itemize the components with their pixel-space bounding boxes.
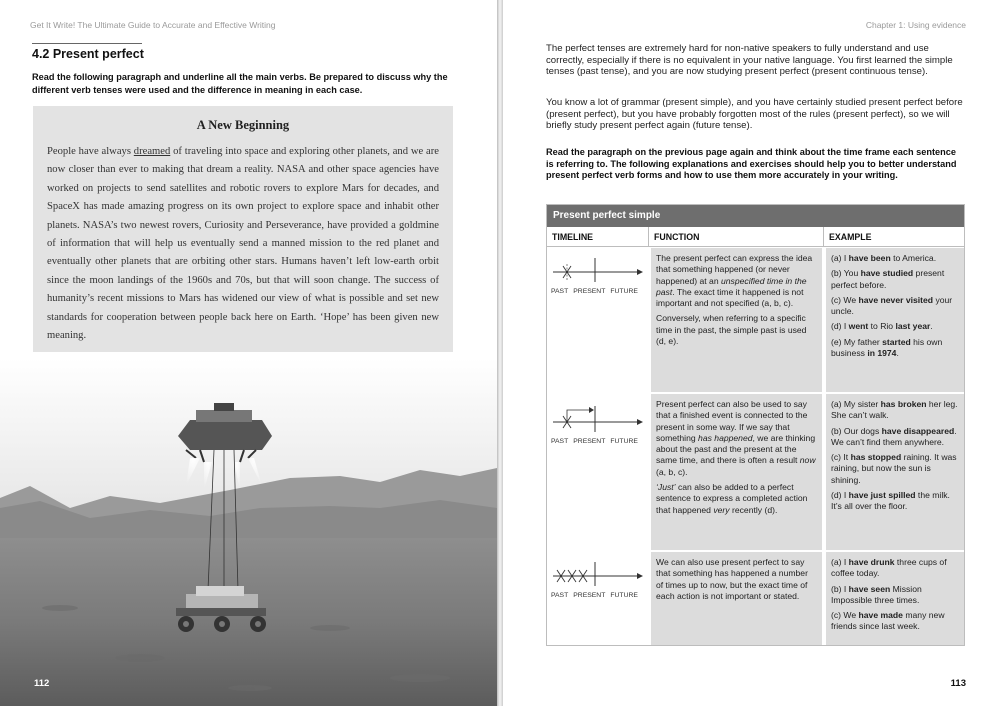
timeline-labels [551,590,643,601]
present-perfect-table [546,204,965,646]
underlined-verb: dreamed [133,146,171,157]
header-timeline: TIMELINE [547,227,649,247]
example-cell: (a) My sister has broken her leg. She can’t walk. (b) Our dogs have disappeared. We can’t find them anywhere. (c) It has stopped raining. It was raining, but now the sun is shining. (d) I have just spilled the milk. It’s all over the floor. [826,394,964,550]
intro-paragraph-1: The perfect tenses are extremely hard for non-native speakers to fully understand and use correctly, especially if there is no equivalent in your native language. You first learned the simple tenses (past tense), and you are now studying present perfect (present continuous tense). [546,43,953,78]
label-future: FUTURE [610,288,638,295]
story-title: A New Beginning [196,118,290,132]
exercise-instruction: Read the following paragraph and underline all the main verbs. Be prepared to discuss why the different verb tenses were used and the difference in meaning in each case. [32,72,448,95]
function-cell: Present perfect can also be used to say that a finished event is connected to the present in some way. If we say that something has happened, we are thinking about the past and the present at the same time, and there is often a result now (a, b, c). ‘Just’ can also be added to a perfect sentence to express a completed action that happened very recently (d). [651,394,822,550]
story-text-start: People have always [47,146,134,157]
story-box [33,106,453,352]
intro-paragraph-2: You know a lot of grammar (present simple), and you have certainly studied present perfect before (present perfect), but you have probably forgotten most of the rules (present perfect), so we will briefly study present perfect again (future tense). [546,97,963,132]
left-page [0,0,497,706]
table-row [547,394,964,550]
label-past: PAST [551,288,569,295]
label-present: PRESENT [573,288,606,295]
timeline-cell [547,552,649,645]
example-cell: (a) I have been to America. (b) You have studied present perfect before. (c) We have never visited your uncle. (d) I went to Rio last year. (e) My father started his own business in 1974. [826,248,964,392]
timeline-diagram [551,562,647,588]
label-future: FUTURE [610,592,638,599]
label-past: PAST [551,592,569,599]
function-cell: The present perfect can express the idea that something happened (or never happened) at an unspecified time in the past. The exact time it happened is not important and not specified (a, b, c). Conversely, when referring to a specific time in the past, the simple past is used (d, e). [651,248,822,392]
header-function: FUNCTION [649,227,824,247]
running-head-left: Get It Write! The Ultimate Guide to Accurate and Effective Writing [30,20,276,30]
timeline-diagram [551,404,647,434]
header-example: EXAMPLE [829,232,872,242]
table-instruction: Read the paragraph on the previous page again and think about the time frame each sentence is referring to. The following explanations and exercises should help you to better understand present perfect verb forms and how to use them more accurately in your writing. [546,147,957,181]
right-page [503,0,1000,706]
timeline-labels [551,286,643,297]
page-number-left: 112 [34,678,50,689]
label-present: PRESENT [573,592,606,599]
function-cell: We can also use present perfect to say that something has happened a number of times up to now, but the exact time of each action is not important or stated. [651,552,822,645]
section-divider [32,43,142,44]
section-title: 4.2 Present perfect [32,47,144,61]
story-paragraph [47,143,439,345]
table-row [547,248,964,392]
table-title: Present perfect simple [547,205,964,227]
example-cell: (a) I have drunk three cups of coffee today. (b) I have seen Mission Impossible three times. (c) We have made many new friends since last week. [826,552,964,645]
story-text-rest: of traveling into space and exploring other planets, and we are now closer than ever to making that dream a reality. NASA and other space agencies have worked on projects to send satellites and robotic rovers to explore Mars for decades, and SpaceX has made amazing progress on its own project to explore space and inhabit other planets. NASA’s two newest rovers, Curiosity and Perseverance, have provided a goldmine of information that will help us eventually send a manned mission to the red planet and eventually other planets that are orbiting other stars. Humans haven’t left low-earth orbit since the moon landings of the 1960s and 70s, but that will soon change. The success of humanity’s recent missions to Mars has widened our view of what is possible and set new standards for cooperation between people back here on Earth. ‘Hope’ has been given new meaning. [47,146,439,342]
running-head-right: Chapter 1: Using evidence [865,20,966,30]
page-number-right: 113 [950,678,966,689]
timeline-diagram [551,258,647,284]
label-present: PRESENT [573,438,606,445]
timeline-cell [547,248,649,392]
table-header-row [547,227,964,247]
mars-rover-landing-image [0,358,497,706]
table-row [547,552,964,645]
timeline-cell [547,394,649,550]
label-future: FUTURE [610,438,638,445]
timeline-labels [551,436,643,447]
label-past: PAST [551,438,569,445]
